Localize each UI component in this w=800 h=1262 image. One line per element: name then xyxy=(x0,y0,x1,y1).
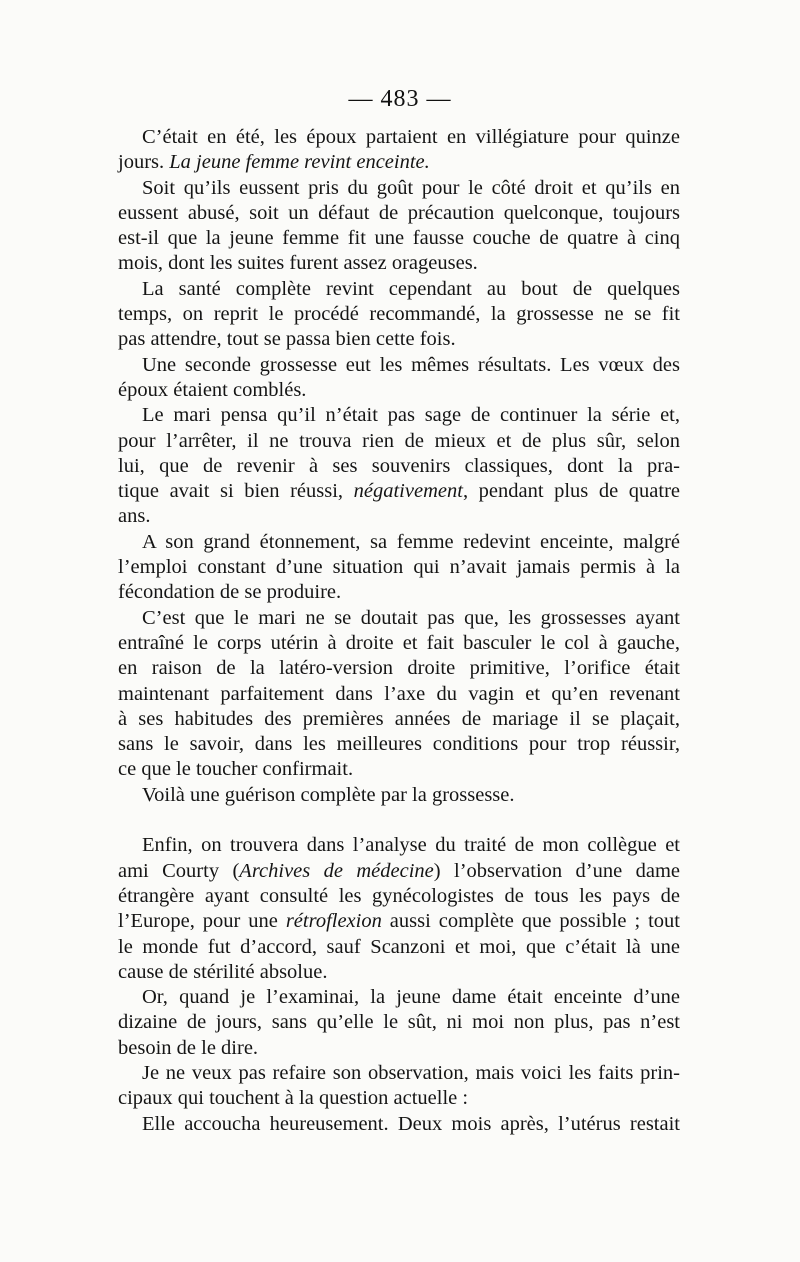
text-line: C’était en été, les époux partaient en villégiature pour quinze xyxy=(142,126,680,148)
paragraph xyxy=(118,606,680,783)
text-run: tique avait si bien réussi, xyxy=(118,480,354,503)
text-line: pour l’arrêter, il ne trouva rien de mieux et de plus sûr, selon xyxy=(118,429,680,452)
paragraph-gap xyxy=(118,808,680,833)
text-run: l’Europe, pour une xyxy=(118,910,286,933)
text-line: Voilà une guérison complète par la grossesse. xyxy=(142,783,515,806)
text-line: l’emploi constant d’une situation qui n’avait jamais permis à la xyxy=(118,556,680,579)
text-line: cipaux qui touchent à la question actuelle : xyxy=(118,1087,469,1110)
text-line: cause de stérilité absolue. xyxy=(118,960,328,983)
paragraph xyxy=(118,985,680,1061)
paragraph xyxy=(118,125,680,176)
text-line: le monde fut d’accord, sauf Scanzoni et moi, que c’était là une xyxy=(118,935,680,958)
paragraph xyxy=(118,176,680,277)
text-line: en raison de la latéro-version droite primitive, l’orifice était xyxy=(118,657,680,680)
text-line: eussent abusé, soit un défaut de précaution quelconque, toujours xyxy=(118,201,680,224)
paragraph xyxy=(118,833,680,985)
text-line: maintenant parfaitement dans l’axe du vagin et qu’en revenant xyxy=(118,682,680,705)
text-line: fécondation de se produire. xyxy=(118,581,342,604)
paragraph xyxy=(118,783,680,808)
text-line: La santé complète revint cependant au bout de quelques xyxy=(142,277,680,300)
text-line: est-il que la jeune femme fit une fausse couche de quatre à cinq xyxy=(118,227,680,250)
paragraph xyxy=(118,277,680,353)
italic-text-run: La jeune femme revint enceinte. xyxy=(169,151,430,174)
paragraph xyxy=(118,530,680,606)
italic-text-run: négativement xyxy=(353,480,463,503)
text-line xyxy=(118,859,680,884)
paragraph xyxy=(118,1112,680,1137)
text-run: ami Courty ( xyxy=(118,859,240,882)
text-line: Le mari pensa qu’il n’était pas sage de continuer la série et, xyxy=(142,404,680,427)
italic-text-run: Archives de médecine xyxy=(239,859,434,882)
text-line: ce que le toucher confirmait. xyxy=(118,758,354,781)
text-line: pas attendre, tout se passa bien cette fois. xyxy=(118,328,456,351)
text-run: ) l’observation d’une dame xyxy=(433,859,681,882)
text-line xyxy=(118,150,680,175)
text-line: temps, on reprit le procédé recommandé, la grossesse ne se fit xyxy=(118,303,680,326)
page-number: — 483 — xyxy=(348,86,452,112)
text-line: Je ne veux pas refaire son observation, mais voici les faits prin- xyxy=(142,1061,680,1084)
text-line: Une seconde grossesse eut les mêmes résultats. Les vœux des xyxy=(142,353,680,376)
text-line: mois, dont les suites furent assez orageuses. xyxy=(118,252,478,275)
italic-text-run: rétroflexion xyxy=(285,910,382,933)
text-line: entraîné le corps utérin à droite et fait basculer le col à gauche, xyxy=(118,631,680,654)
text-line: A son grand étonnement, sa femme redevint enceinte, malgré xyxy=(142,530,680,553)
text-line: C’est que le mari ne se doutait pas que, les grossesses ayant xyxy=(142,606,680,629)
paragraph xyxy=(118,403,680,529)
text-line: ans. xyxy=(118,505,151,528)
text-line xyxy=(118,909,680,934)
text-line: étrangère ayant consulté les gynécologistes de tous les pays de xyxy=(118,884,680,907)
text-line: sans le savoir, dans les meilleures conditions pour trop réussir, xyxy=(118,733,680,756)
paragraph xyxy=(118,1061,680,1112)
text-line: époux étaient comblés. xyxy=(118,378,307,401)
text-run: , pendant plus de quatre xyxy=(462,480,681,503)
text-line: lui, que de revenir à ses souvenirs classiques, dont la pra- xyxy=(118,454,680,477)
text-line: Enfin, on trouvera dans l’analyse du traité de mon collègue et xyxy=(142,834,680,857)
text-line: à ses habitudes des premières années de mariage il se plaçait, xyxy=(118,707,680,730)
paragraph xyxy=(118,353,680,404)
text-line: Or, quand je l’examinai, la jeune dame était enceinte d’une xyxy=(142,986,680,1009)
text-line xyxy=(118,479,680,504)
text-line: Soit qu’ils eussent pris du goût pour le côté droit et qu’ils en xyxy=(142,176,680,199)
text-run: jours. xyxy=(118,151,170,174)
body-text xyxy=(118,125,680,1137)
text-line: dizaine de jours, sans qu’elle le sût, ni moi non plus, pas n’est xyxy=(118,1011,680,1034)
text-run: aussi complète que possible ; tout xyxy=(381,910,680,933)
text-line: Elle accoucha heureusement. Deux mois après, l’utérus restait xyxy=(142,1112,680,1135)
text-line: besoin de le dire. xyxy=(118,1036,259,1059)
